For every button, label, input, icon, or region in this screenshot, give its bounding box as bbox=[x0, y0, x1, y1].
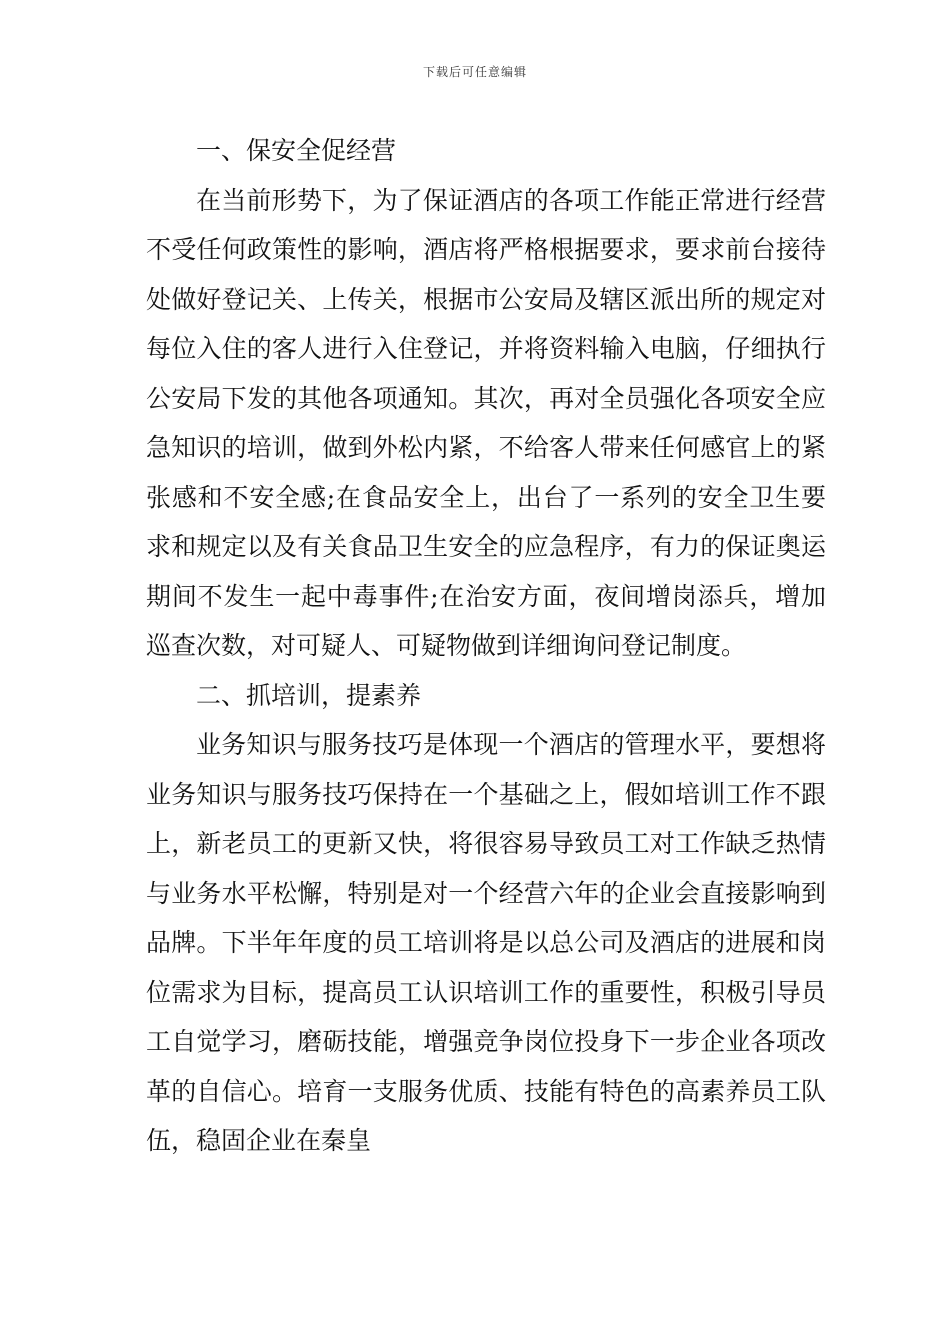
section-safety bbox=[146, 126, 826, 671]
section-paragraph: 业务知识与服务技巧是体现一个酒店的管理水平，要想将业务知识与服务技巧保持在一个基础之上，假如培训工作不跟上，新老员工的更新又快，将很容易导致员工对工作缺乏热情与业务水平松懈，特别是对一个经营六年的企业会直接影响到品牌。下半年年度的员工培训将是以总公司及酒店的进展和岗位需求为目标，提高员工认识培训工作的重要性，积极引导员工自觉学习，磨砺技能，增强竞争岗位投身下一步企业各项改革的自信心。培育一支服务优质、技能有特色的高素养员工队伍，稳固企业在秦皇 bbox=[146, 730, 826, 1155]
section-heading: 一、保安全促经营 bbox=[196, 136, 397, 165]
document-body bbox=[146, 126, 826, 1166]
section-training bbox=[146, 671, 826, 1166]
page-header: 下载后可任意编辑 bbox=[422, 65, 527, 79]
section-heading: 二、抓培训，提素养 bbox=[196, 680, 422, 710]
section-paragraph: 在当前形势下，为了保证酒店的各项工作能正常进行经营不受任何政策性的影响，酒店将严格根据要求，要求前台接待处做好登记关、上传关，根据市公安局及辖区派出所的规定对每位入住的客人进行入住登记，并将资料输入电脑，仔细执行公安局下发的其他各项通知。其次，再对全员强化各项安全应急知识的培训，做到外松内紧，不给客人带来任何感官上的紧张感和不安全感;在食品安全上，出台了一系列的安全卫生要求和规定以及有关食品卫生安全的应急程序，有力的保证奥运期间不发生一起中毒事件;在治安方面，夜间增岗添兵，增加巡查次数，对可疑人、可疑物做到详细询问登记制度。 bbox=[146, 185, 826, 660]
